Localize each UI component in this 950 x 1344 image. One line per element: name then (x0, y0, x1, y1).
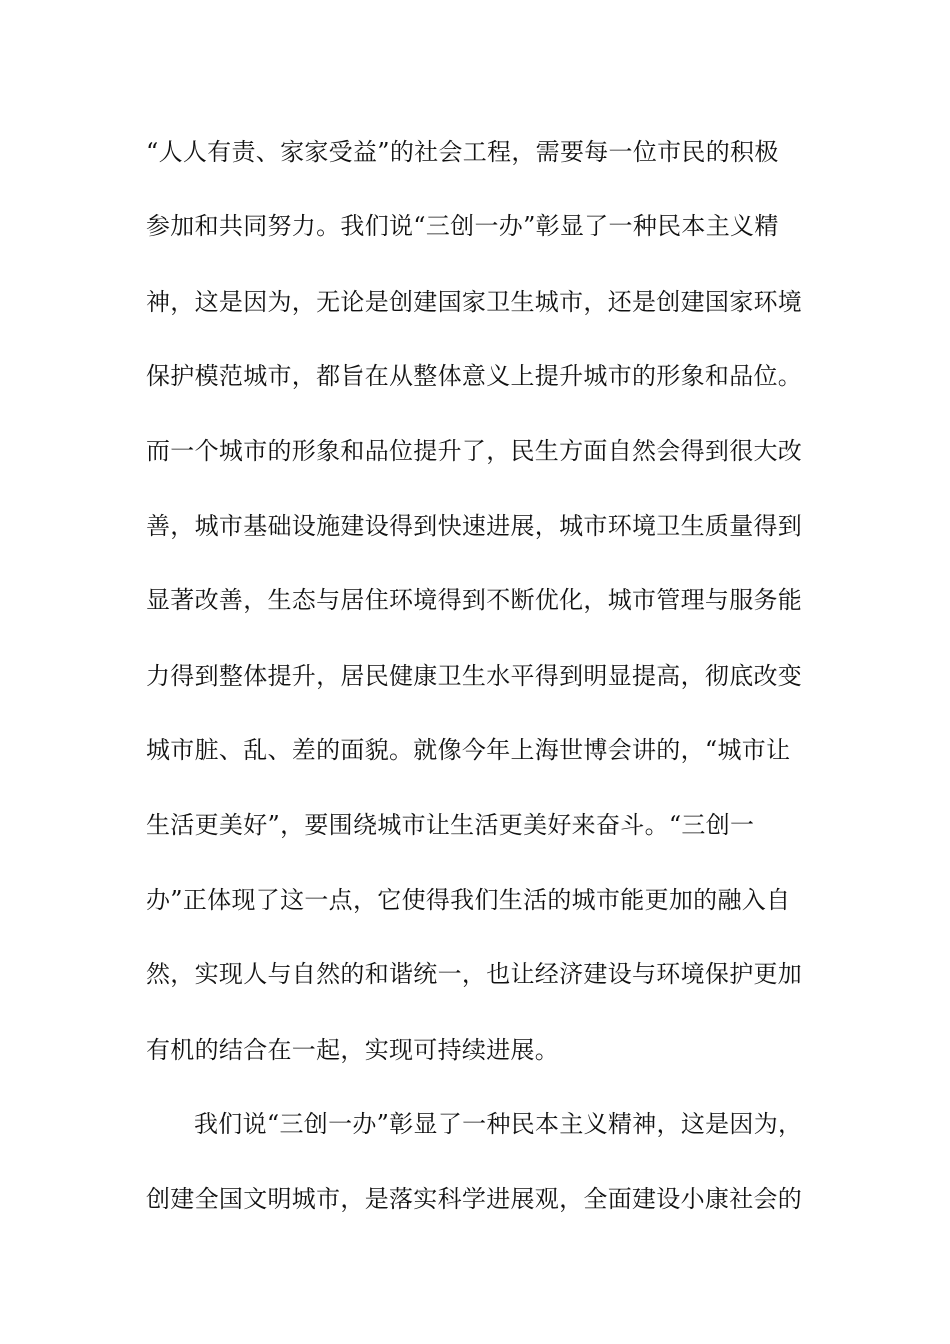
text-line: 办”正体现了这一点，它使得我们生活的城市能更加的融入自 (146, 886, 791, 914)
text-line: “人人有责、家家受益”的社会工程，需要每一位市民的积极 (146, 138, 779, 166)
text-line: 有机的结合在一起，实现可持续进展。 (146, 1036, 560, 1064)
text-line: 而一个城市的形象和品位提升了，民生方面自然会得到很大改 (146, 437, 803, 465)
text-line: 生活更美好”，要围绕城市让生活更美好来奋斗。“三创一 (146, 811, 755, 839)
paragraph-first-line: 我们说“三创一办”彰显了一种民本主义精神，这是因为， (194, 1110, 803, 1138)
text-line: 神，这是因为，无论是创建国家卫生城市，还是创建国家环境 (146, 288, 803, 316)
text-line: 城市脏、乱、差的面貌。就像今年上海世博会讲的，“城市让 (146, 736, 791, 764)
text-line: 力得到整体提升，居民健康卫生水平得到明显提高，彻底改变 (146, 662, 803, 690)
text-line: 显著改善，生态与居住环境得到不断优化，城市管理与服务能 (146, 586, 803, 614)
text-line: 创建全国文明城市，是落实科学进展观，全面建设小康社会的 (146, 1185, 803, 1213)
text-line: 善，城市基础设施建设得到快速进展，城市环境卫生质量得到 (146, 512, 803, 540)
text-line: 参加和共同努力。我们说“三创一办”彰显了一种民本主义精 (146, 212, 779, 240)
text-line: 然，实现人与自然的和谐统一，也让经济建设与环境保护更加 (146, 960, 803, 988)
text-line: 保护模范城市，都旨在从整体意义上提升城市的形象和品位。 (146, 362, 803, 390)
